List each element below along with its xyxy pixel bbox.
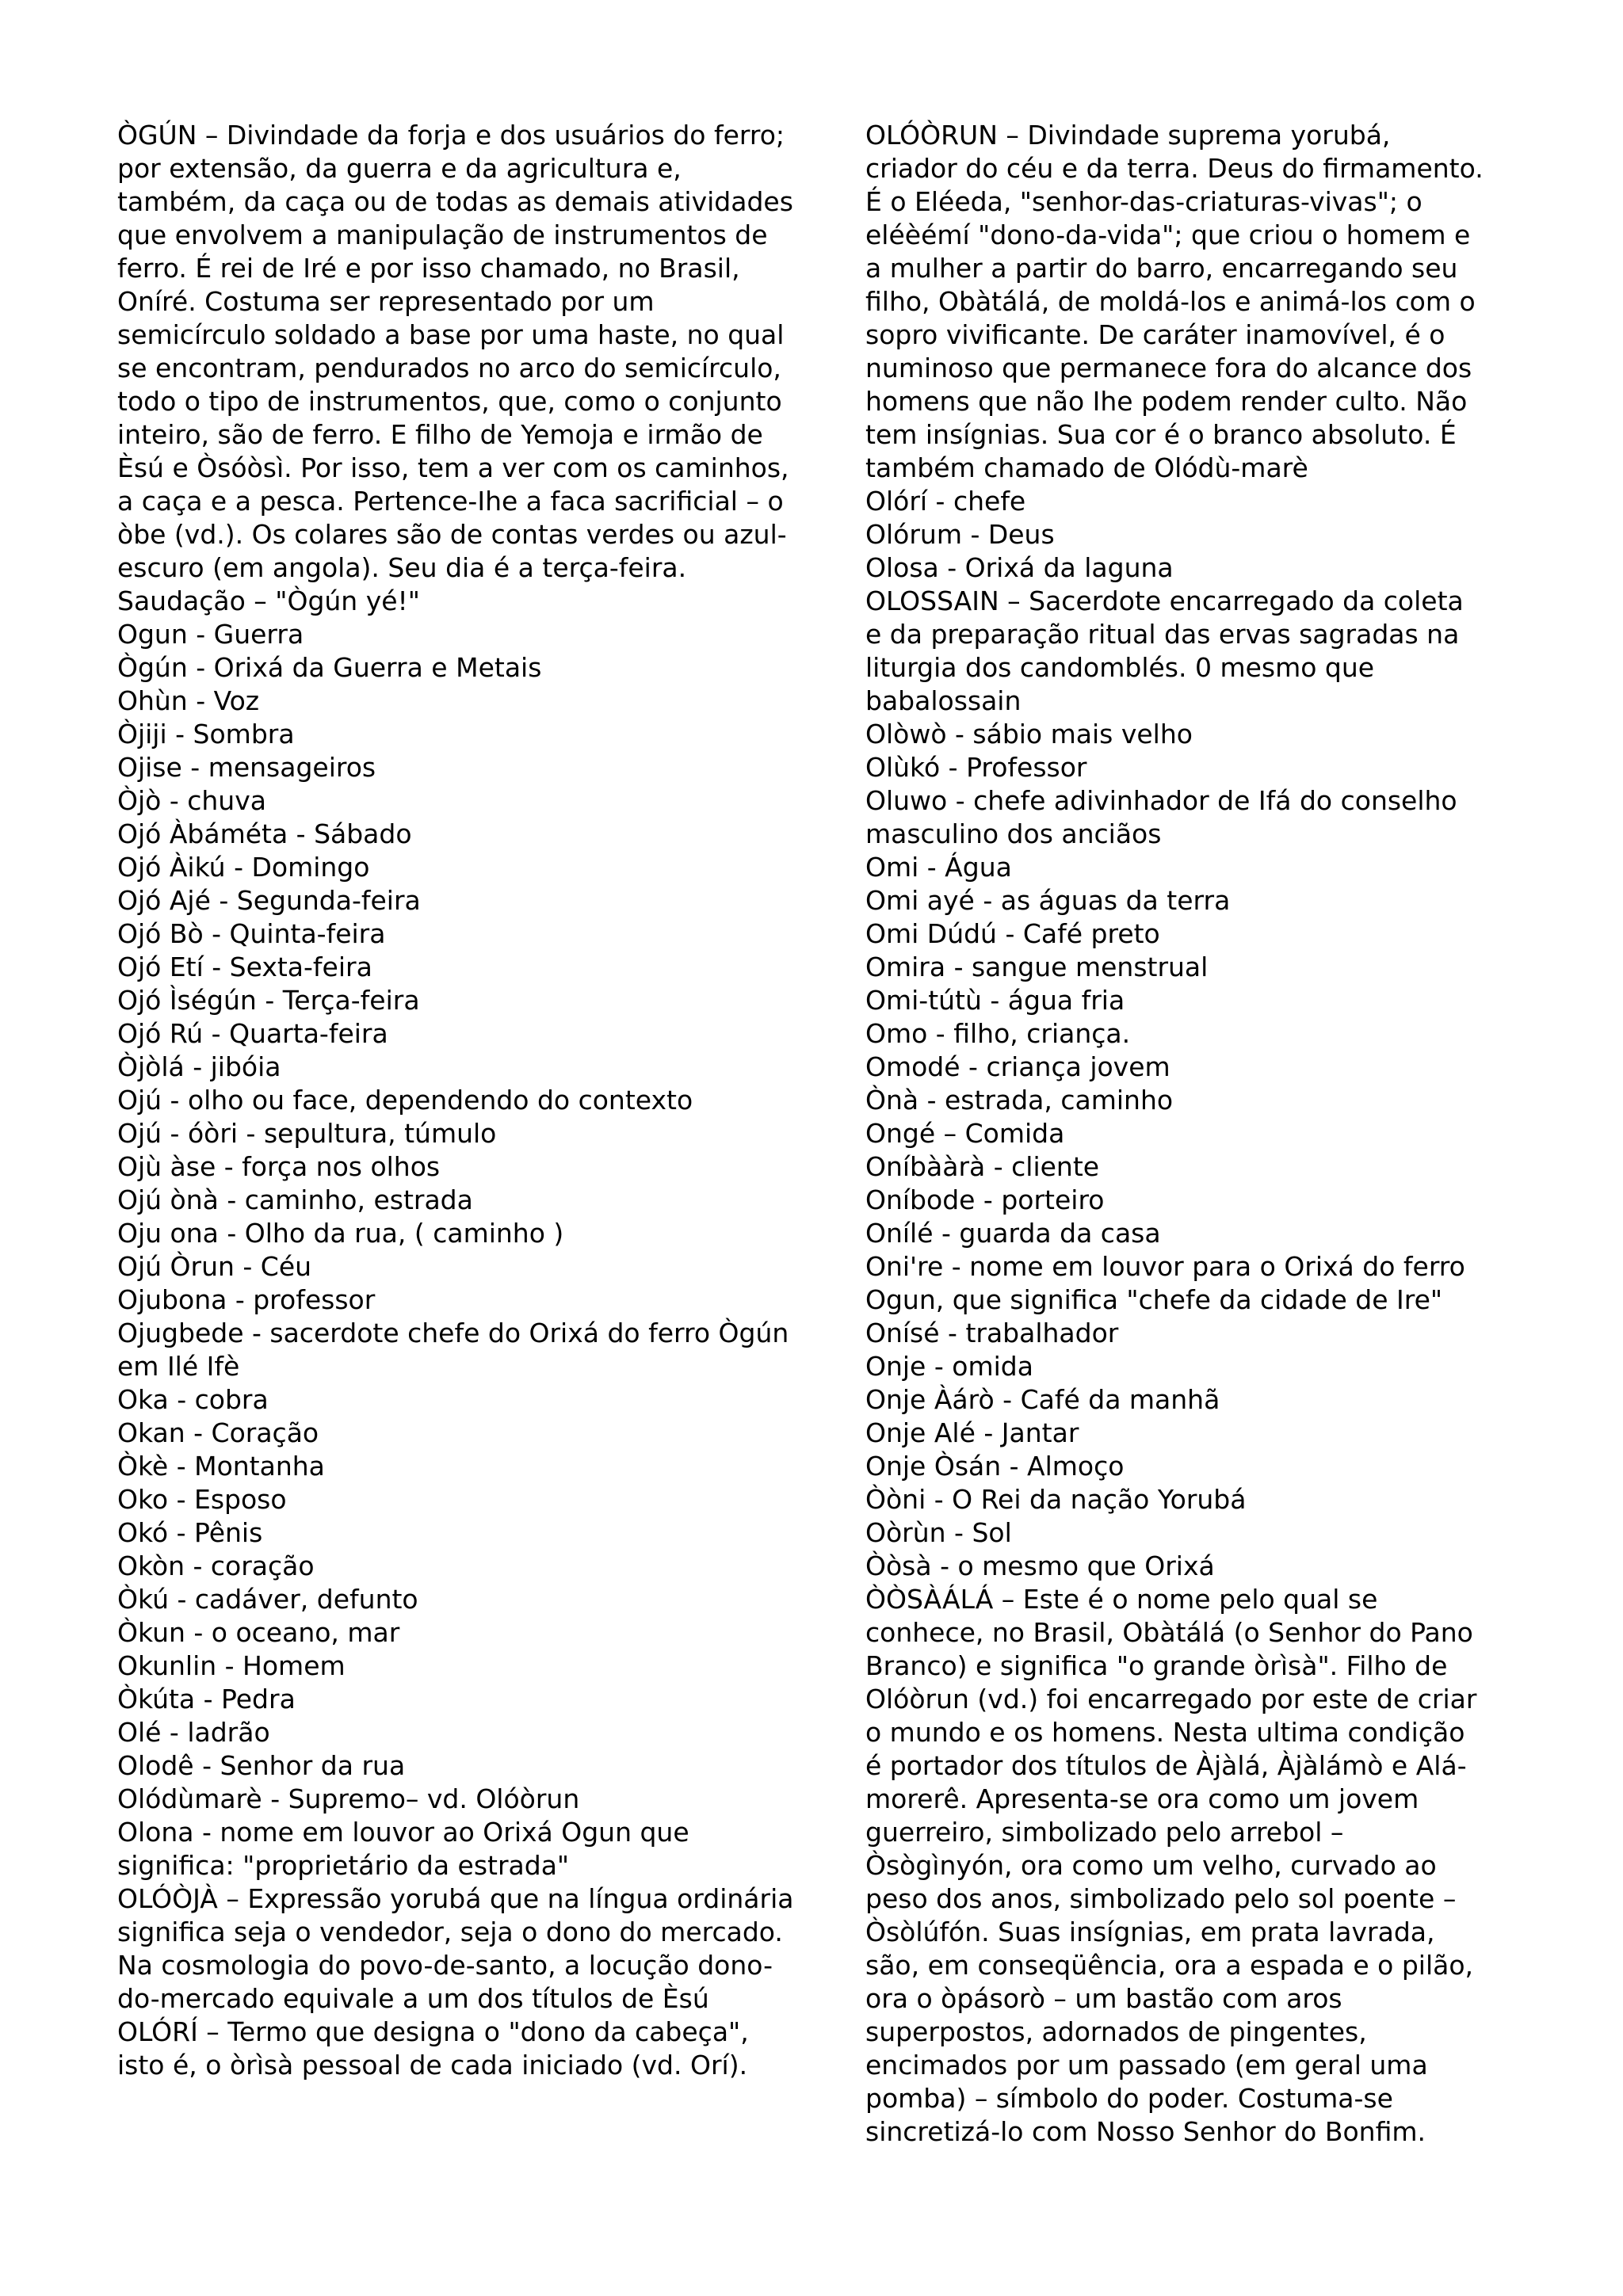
glossary-entry: Ojó Àikú - Domingo bbox=[117, 852, 370, 883]
glossary-entry: Oka - cobra bbox=[117, 1384, 269, 1415]
glossary-entry: Onje Òsán - Almoço bbox=[865, 1451, 1125, 1482]
glossary-entry: Olórí - chefe bbox=[865, 486, 1026, 517]
glossary-entry: Olódùmarè - Supremo– vd. Olóòrun bbox=[117, 1783, 580, 1814]
glossary-entry: Òòsà - o mesmo que Orixá bbox=[865, 1550, 1215, 1581]
glossary-entry: Omi - Água bbox=[865, 852, 1012, 883]
glossary-entry: Ogun - Guerra bbox=[117, 619, 304, 650]
glossary-entry: Onje Alé - Jantar bbox=[865, 1417, 1079, 1448]
glossary-entry: Olùkó - Professor bbox=[865, 752, 1087, 783]
glossary-entry: Olona - nome em louvor ao Orixá Ogun que significa: "proprietário da estrada" bbox=[117, 1817, 689, 1881]
glossary-entry: Ojugbede - sacerdote chefe do Orixá do ferro Ògún em Ilé Ifè bbox=[117, 1318, 789, 1382]
glossary-entry: Oníbààrà - cliente bbox=[865, 1151, 1100, 1182]
glossary-entry: Omodé - criança jovem bbox=[865, 1051, 1170, 1082]
glossary-entry: Onísé - trabalhador bbox=[865, 1318, 1119, 1348]
glossary-entry: Omo - filho, criança. bbox=[865, 1018, 1131, 1049]
glossary-entry: Oko - Esposo bbox=[117, 1484, 287, 1515]
glossary-entry: Ongé – Comida bbox=[865, 1118, 1065, 1149]
glossary-entry: OLOSSAIN – Sacerdote encarregado da coleta e da preparação ritual das ervas sagradas na liturgia dos candomblés. 0 mesmo que babalossain bbox=[865, 585, 1464, 716]
glossary-entry: OLÓRÍ – Termo que designa o "dono da cabeça", isto é, o òrìsà pessoal de cada iniciado (vd. Orí). bbox=[117, 2016, 749, 2081]
glossary-entry: Ojubona - professor bbox=[117, 1284, 376, 1315]
glossary-entry: Onje Àárò - Café da manhã bbox=[865, 1384, 1220, 1415]
glossary-entry: Omira - sangue menstrual bbox=[865, 952, 1209, 982]
glossary-entry: Oníbode - porteiro bbox=[865, 1184, 1105, 1215]
glossary-entry: Òjò - chuva bbox=[117, 785, 266, 816]
glossary-entry: Omi ayé - as águas da terra bbox=[865, 885, 1231, 916]
glossary-entry: Ojó Bò - Quinta-feira bbox=[117, 918, 386, 949]
glossary-right-column bbox=[865, 119, 1484, 2149]
glossary-entry: Okunlin - Homem bbox=[117, 1650, 346, 1681]
glossary-entry: ÒÒSÀÁLÁ – Este é o nome pelo qual se conhece, no Brasil, Obàtálá (o Senhor do Pano Branco) e significa "o grande òrìsà". Filho de Olóòrun (vd.) foi encarregado por este de criar o mundo e os homens. Nesta ultima condição é portador dos títulos de Àjàlá, Àjàlámò e Alá-morerê. Apresenta-se ora como um jovem guerreiro, simbolizado pelo arrebol – Òsògìnyón, ora como um velho, curvado ao peso dos anos, simbolizado pelo sol poente – Òsòlúfón. Suas insígnias, em prata lavrada, são, em conseqüência, ora a espada e o pilão, ora o òpásorò – um bastão com aros superpostos, adornados de pingentes, encimados por um passado (em geral uma pomba) – símbolo do poder. Costuma-se sincretizá-lo com Nosso Senhor do Bonfim. bbox=[865, 1584, 1477, 2147]
glossary-entry: Olodê - Senhor da rua bbox=[117, 1750, 406, 1781]
glossary-entry: Olórum - Deus bbox=[865, 519, 1055, 550]
glossary-entry: Onílé - guarda da casa bbox=[865, 1218, 1161, 1249]
glossary-entry: Omi-tútù - água fria bbox=[865, 985, 1125, 1016]
glossary-entry: Ojó Ajé - Segunda-feira bbox=[117, 885, 421, 916]
glossary-entry: Ojù àse - força nos olhos bbox=[117, 1151, 441, 1182]
glossary-entry: OLÓÒRUN – Divindade suprema yorubá, criador do céu e da terra. Deus do firmamento. É o Eléeda, "senhor-das-criaturas-vivas"; o eléèémí "dono-da-vida"; que criou o homem e a mulher a partir do barro, encarregando seu filho, Obàtálá, de moldá-los e animá-los com o sopro vivificante. De caráter inamovível, é o numinoso que permanece fora do alcance dos homens que não Ihe podem render culto. Não tem insígnias. Sua cor é o branco absoluto. É também chamado de Olódù-marè bbox=[865, 120, 1484, 483]
glossary-entry: Okó - Pênis bbox=[117, 1517, 263, 1548]
glossary-entry: Oòrùn - Sol bbox=[865, 1517, 1012, 1548]
glossary-entry: Ojú ònà - caminho, estrada bbox=[117, 1184, 473, 1215]
glossary-entry: Olosa - Orixá da laguna bbox=[865, 552, 1174, 583]
glossary-entry: Oni're - nome em louvor para o Orixá do ferro Ogun, que significa "chefe da cidade de Ire" bbox=[865, 1251, 1465, 1315]
glossary-entry: Okòn - coração bbox=[117, 1550, 315, 1581]
glossary-entry: Òkè - Montanha bbox=[117, 1451, 325, 1482]
glossary-entry: Onje - omida bbox=[865, 1351, 1033, 1382]
glossary-entry: Oluwo - chefe adivinhador de Ifá do conselho masculino dos anciãos bbox=[865, 785, 1457, 849]
glossary-entry: Ohùn - Voz bbox=[117, 685, 260, 716]
glossary-entry: Olé - ladrão bbox=[117, 1717, 270, 1748]
glossary-entry: Oju ona - Olho da rua, ( caminho ) bbox=[117, 1218, 564, 1249]
glossary-entry: Omi Dúdú - Café preto bbox=[865, 918, 1160, 949]
glossary-entry: ÒGÚN – Divindade da forja e dos usuários do ferro; por extensão, da guerra e da agricultura e, também, da caça ou de todas as demais atividades que envolvem a manipulação de instrumentos de ferro. É rei de Iré e por isso chamado, no Brasil, Oníré. Costuma ser representado por um semicírculo soldado a base por uma haste, no qual se encontram, pendurados no arco do semicírculo, todo o tipo de instrumentos, que, como o conjunto inteiro, são de ferro. E filho de Yemoja e irmão de Èsú e Òsóòsì. Por isso, tem a ver com os caminhos, a caça e a pesca. Pertence-Ihe a faca sacrificial – o òbe (vd.). Os colares são de contas verdes ou azul-escuro (em angola). Seu dia é a terça-feira. Saudação – "Ògún yé!" bbox=[117, 120, 793, 616]
glossary-entry: Ònà - estrada, caminho bbox=[865, 1085, 1174, 1116]
glossary-entry: Ojú - olho ou face, dependendo do contexto bbox=[117, 1085, 693, 1116]
glossary-entry: Olòwò - sábio mais velho bbox=[865, 719, 1193, 749]
glossary-left-column bbox=[117, 119, 799, 2082]
glossary-entry: Okan - Coração bbox=[117, 1417, 319, 1448]
glossary-entry: Òjòlá - jibóia bbox=[117, 1051, 281, 1082]
glossary-entry: Ògún - Orixá da Guerra e Metais bbox=[117, 652, 542, 683]
glossary-entry: Òkúta - Pedra bbox=[117, 1684, 296, 1714]
glossary-entry: Ojó Rú - Quarta-feira bbox=[117, 1018, 388, 1049]
glossary-entry: Ojó Ìségún - Terça-feira bbox=[117, 985, 420, 1016]
glossary-entry: Òòni - O Rei da nação Yorubá bbox=[865, 1484, 1247, 1515]
glossary-entry: Ojó Àbáméta - Sábado bbox=[117, 818, 412, 849]
glossary-entry: Ojise - mensageiros bbox=[117, 752, 376, 783]
glossary-entry: Òjiji - Sombra bbox=[117, 719, 295, 749]
glossary-entry: OLÓÒJÀ – Expressão yorubá que na língua ordinária significa seja o vendedor, seja o dono do mercado. Na cosmologia do povo-de-santo, a locução dono-do-mercado equivale a um dos títulos de Èsú bbox=[117, 1883, 794, 2014]
glossary-entry: Òkú - cadáver, defunto bbox=[117, 1584, 418, 1615]
glossary-entry: Ojú - óòri - sepultura, túmulo bbox=[117, 1118, 497, 1149]
glossary-entry: Ojó Etí - Sexta-feira bbox=[117, 952, 372, 982]
glossary-entry: Òkun - o oceano, mar bbox=[117, 1617, 400, 1648]
glossary-entry: Ojú Òrun - Céu bbox=[117, 1251, 312, 1282]
